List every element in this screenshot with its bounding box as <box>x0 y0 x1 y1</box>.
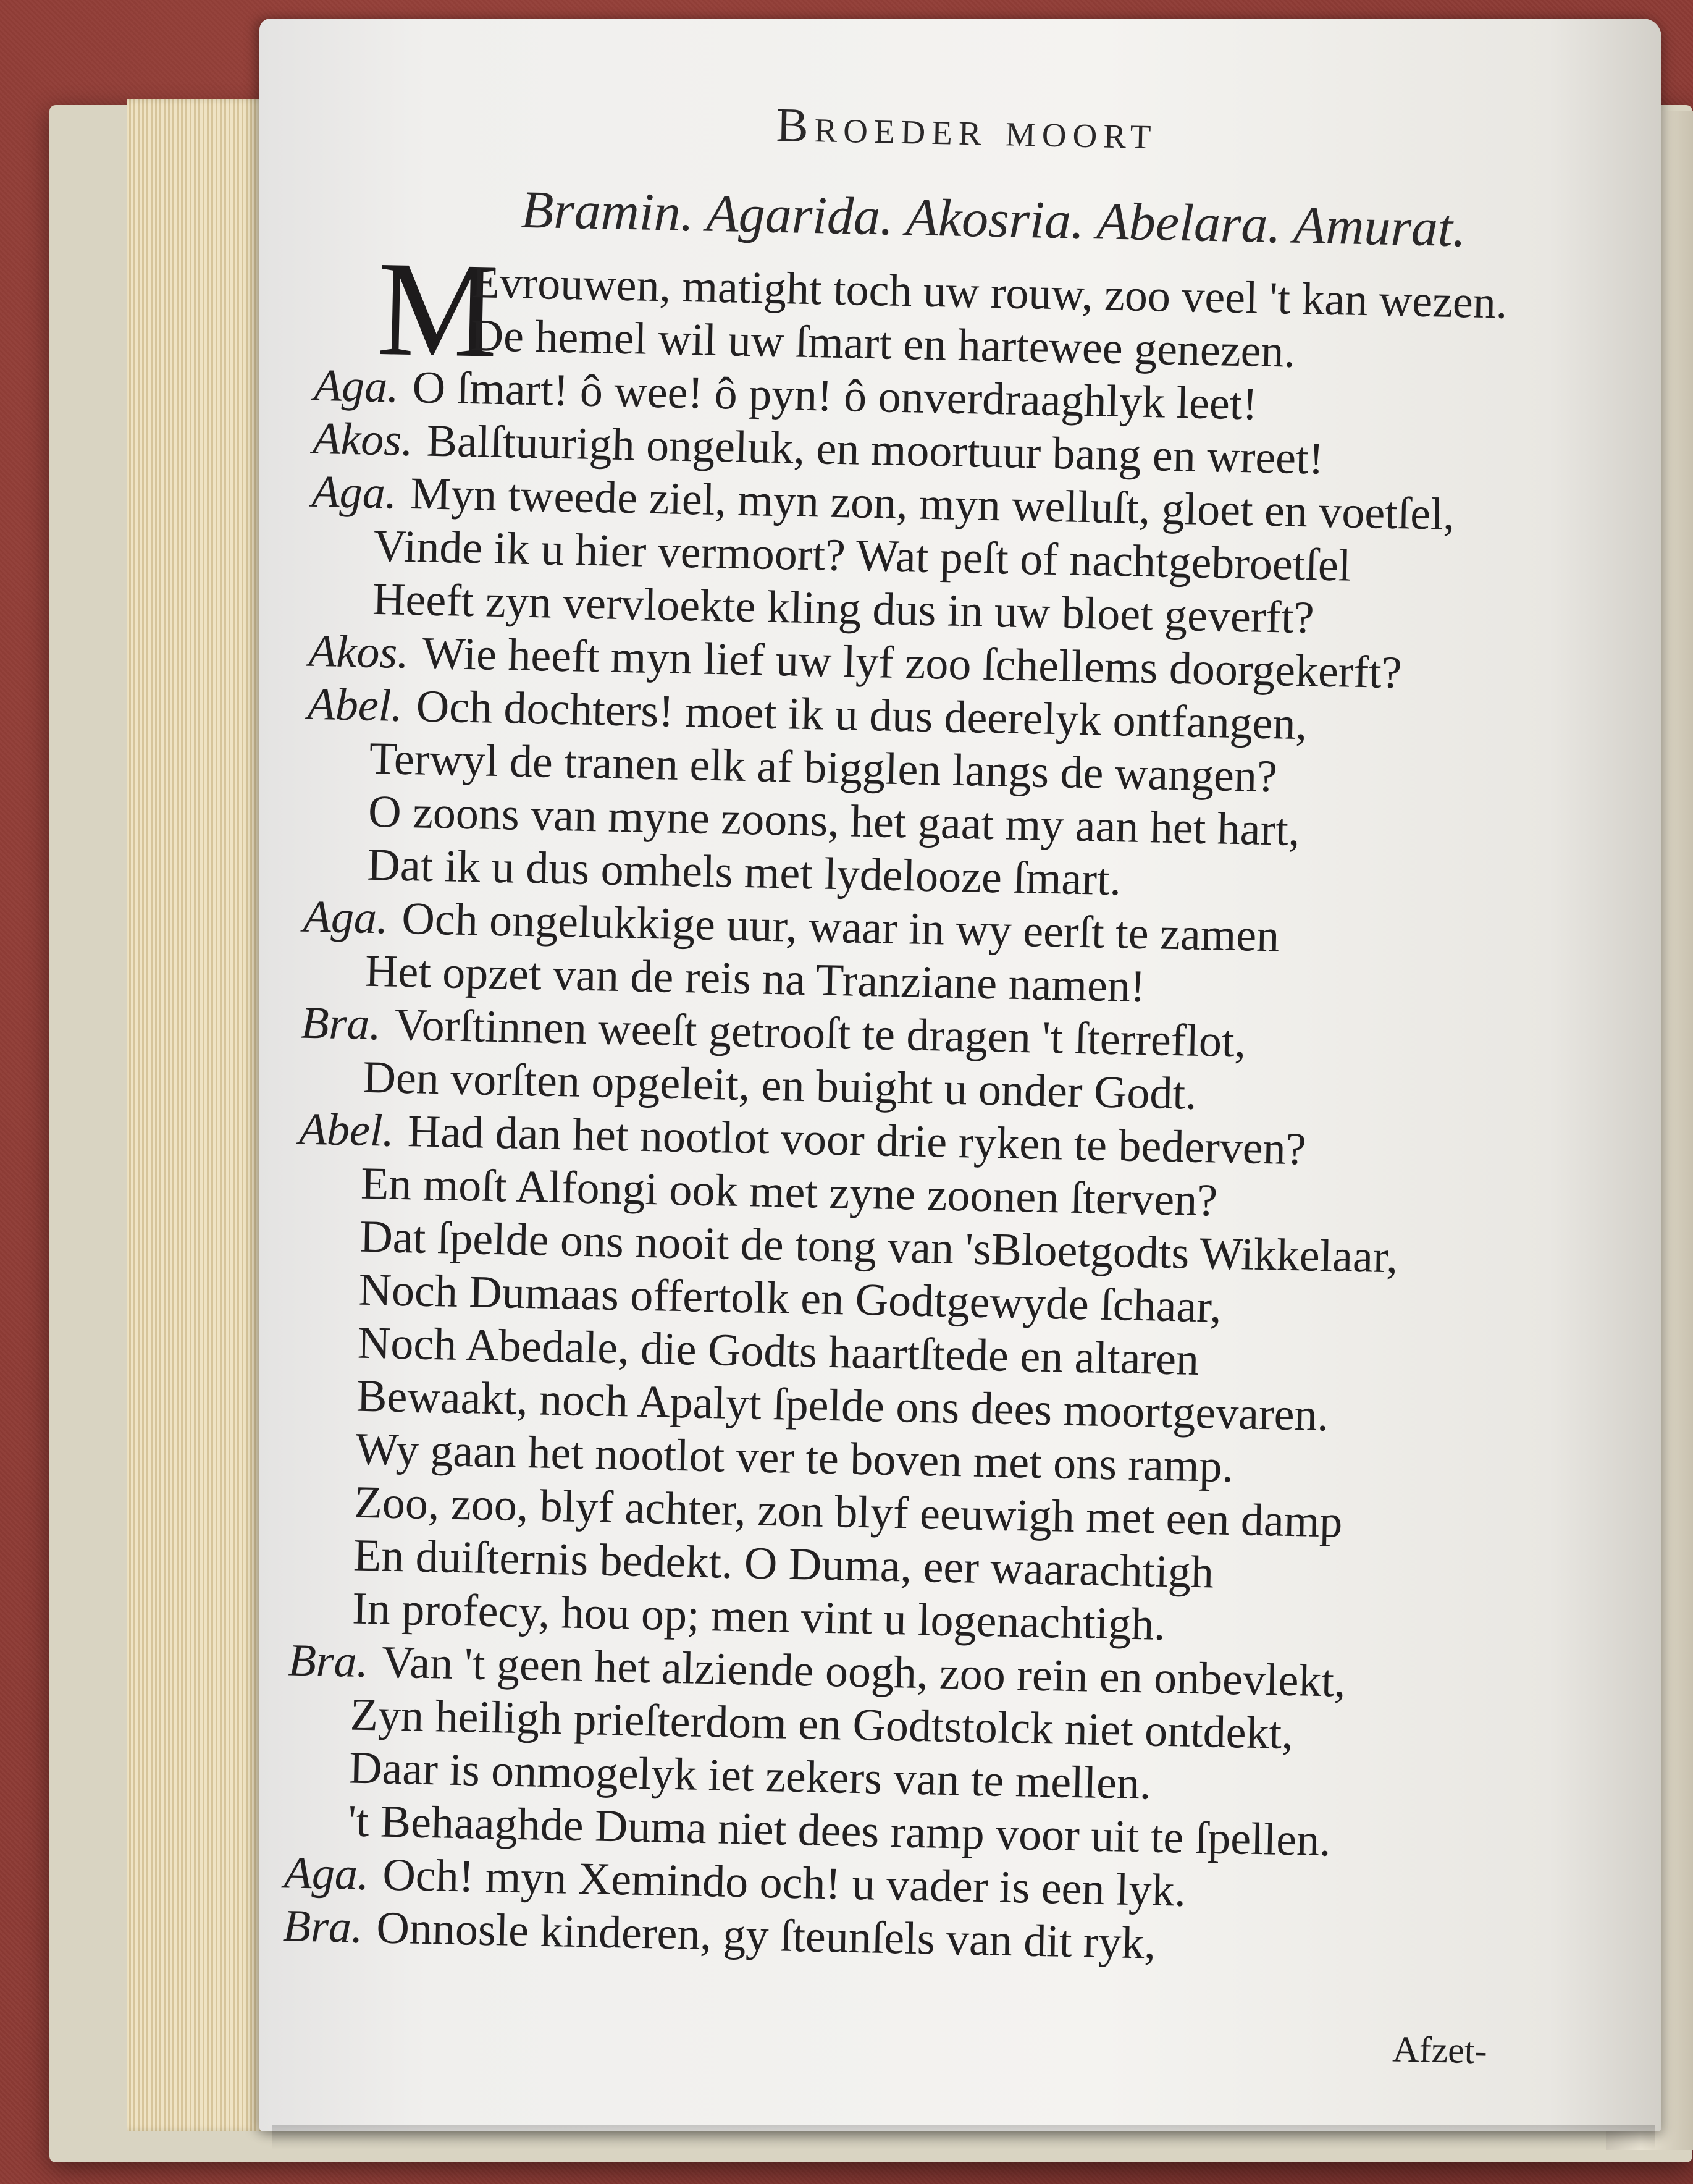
verse-text: Dat ſpelde ons nooit de tong van 'sBloetgodts Wikkelaar, <box>359 1211 1398 1283</box>
speaker-label: Aga. <box>311 466 398 519</box>
speaker-label <box>338 1583 340 1634</box>
speaker-label <box>343 1317 345 1368</box>
speaker-label <box>339 1530 340 1580</box>
speaker-label: Akos. <box>308 625 410 679</box>
speaker-label <box>345 1264 346 1315</box>
speaker-label: Aga. <box>283 1847 370 1900</box>
page-text-block <box>259 19 1661 2131</box>
verse-text: Och ongelukkige uur, waar in wy eerſt te zamen <box>401 893 1280 962</box>
verse-text: Vorſtinnen weeſt getrooſt te dragen 't ſterreflot, <box>394 999 1246 1068</box>
speaker-label <box>342 1370 343 1421</box>
verse-text: Vinde ik u hier vermoort? Wat peſt of nachtgebroetſel <box>373 520 1352 591</box>
page-edges <box>127 99 272 2131</box>
speaker-label <box>342 1423 343 1474</box>
catchword: Afzet- <box>1392 2028 1488 2072</box>
speaker-label: Aga. <box>313 360 400 413</box>
verse-text: O zoons van myne zoons, het gaat my aan het hart, <box>368 786 1301 856</box>
verse-text: Daar is onmogelyk iet zekers van te mellen. <box>348 1742 1152 1810</box>
verse-text: Balſtuurigh ongeluk, en moortuur bang en wreet! <box>426 415 1325 484</box>
verse-text: Van 't geen het alziende oogh, zoo rein en onbevlekt, <box>381 1637 1346 1707</box>
verse-text: Onnosle kinderen, gy ſteunſels van dit ryk, <box>376 1902 1156 1969</box>
verse-text: Wy gaan het nootlot ver te boven met ons ramp. <box>355 1423 1234 1493</box>
verse-text: Och! myn Xemindo och! u vader is een lyk. <box>382 1849 1187 1916</box>
speaker-label: Abel. <box>298 1103 395 1157</box>
verse-text: Het opzet van de reis na Tranziane namen! <box>364 945 1146 1013</box>
verse-text: En duiſternis bedekt. O Duma, eer waarachtigh <box>353 1530 1214 1598</box>
verse-text: Och dochters! moet ik u dus deerelyk ontfangen, <box>415 681 1308 750</box>
verse-text: Heeft zyn vervloekte kling dus in uw bloet geverft? <box>372 573 1315 644</box>
speaker-label <box>340 1477 342 1527</box>
page-bottom-shadow <box>272 2125 1655 2150</box>
verse-text: Evrouwen, matight toch uw rouw, zoo veel 't kan wezen. <box>471 256 1508 329</box>
verse-text: Zyn heiligh prieſterdom en Godtstolck niet ontdekt, <box>350 1689 1294 1760</box>
verse-text: 't Behaaghde Duma niet dees ramp voor uit te ſpellen. <box>347 1795 1332 1866</box>
speaker-label: Bra. <box>282 1900 364 1953</box>
speakers-line: Bramin. Agarida. Akosria. Abelara. Amurat. <box>520 179 1467 258</box>
speaker-label <box>351 945 352 996</box>
speaker-label <box>354 786 355 837</box>
verse-text: Dat ik u dus omhels met lydelooze ſmart. <box>366 839 1122 906</box>
speaker-label <box>359 520 361 571</box>
verse-text: Wie heeft myn lief uw lyf zoo ſchellems doorgekerft? <box>421 628 1403 699</box>
verse-text: In profecy, hou op; men vint u logenachtigh. <box>351 1583 1166 1650</box>
verse-text: De hemel wil uw ſmart en hartewee genezen. <box>469 310 1296 377</box>
speaker-label <box>349 1052 350 1102</box>
speaker-label <box>355 733 356 783</box>
verse-text: Noch Dumaas offertolk en Godtgewyde ſchaar, <box>358 1264 1222 1333</box>
speaker-label <box>347 1158 348 1208</box>
speaker-label: Bra. <box>300 997 382 1050</box>
verse-text: Bewaakt, noch Apalyt ſpelde ons dees moortgevaren. <box>356 1370 1329 1441</box>
verse-text: O ſmart! ô wee! ô pyn! ô onverdraaghlyk leet! <box>411 362 1258 430</box>
book-page <box>259 19 1661 2131</box>
verse-text: En moſt Alfongi ook met zyne zoonen ſterven? <box>360 1158 1218 1226</box>
speaker-label: Akos. <box>312 413 414 466</box>
speaker-label: Bra. <box>287 1635 369 1688</box>
running-header: Broeder moort <box>775 97 1158 159</box>
speaker-label <box>334 1795 335 1846</box>
speaker-label <box>358 573 359 624</box>
speaker-label: Aga. <box>303 891 389 944</box>
speaker-label <box>336 1689 337 1740</box>
verse-text: Terwyl de tranen elk af bigglen langs de wangen? <box>369 733 1278 803</box>
verse-text: Had dan het nootlot voor drie ryken te bederven? <box>407 1106 1307 1175</box>
drop-cap: M <box>376 232 500 386</box>
verse-text: Den vorſten opgeleit, en buight u onder Godt. <box>362 1052 1198 1119</box>
speaker-label: Abel. <box>306 678 403 732</box>
speaker-label <box>335 1742 336 1793</box>
speaker-label <box>346 1211 347 1262</box>
verse-text: Zoo, zoo, blyf achter, zon blyf eeuwigh met een damp <box>354 1477 1343 1548</box>
verse-text: Myn tweede ziel, myn zon, myn welluſt, gloet en voetſel, <box>410 468 1456 540</box>
verse-text: Noch Abedale, die Godts haartſtede en altaren <box>357 1317 1199 1385</box>
speaker-label <box>353 839 355 890</box>
